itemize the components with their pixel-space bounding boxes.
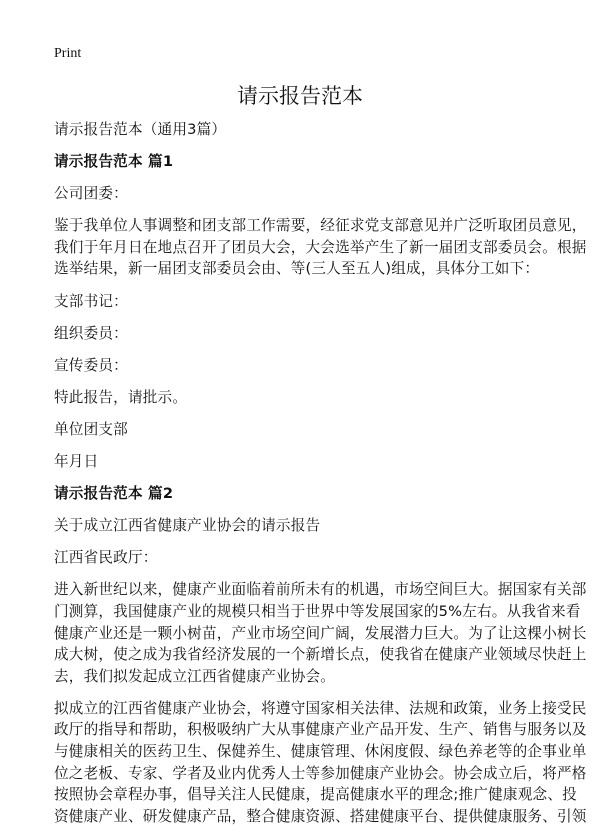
print-link[interactable]: Print	[54, 46, 82, 61]
page-title: 请示报告范本	[237, 84, 363, 108]
text-line: 成大树，使之成为我省经济发展的一个新增长点，使我省在健康产业领域尽快赶上	[54, 646, 587, 664]
text-line: 资健康产业、研发健康产品，整合健康资源、搭建健康平台、提供健康服务、引领	[54, 807, 587, 825]
role-line: 宣传委员：	[54, 356, 128, 374]
paragraph	[54, 215, 587, 280]
signature: 单位团支部	[54, 420, 128, 438]
text-line: 位之老板、专家、学者及业内优秀人士等参加健康产业协会。协会成立后，将严格	[54, 764, 587, 782]
text-line: 选举结果，新一届团支部委员会由、等(三人至五人)组成，具体分工如下：	[54, 260, 540, 278]
role-line: 组织委员：	[54, 324, 128, 342]
subtitle: 请示报告范本（通用3篇）	[54, 121, 227, 138]
section-heading: 请示报告范本 篇1	[54, 153, 174, 171]
section-heading: 请示报告范本 篇2	[54, 485, 174, 503]
text-line: 我们于年月日在地点召开了团员大会，大会选举产生了新一届团支部委员会。根据	[54, 238, 587, 256]
paragraph	[54, 698, 587, 828]
subject: 关于成立江西省健康产业协会的请示报告	[54, 517, 321, 535]
date: 年月日	[54, 453, 99, 471]
salutation: 江西省民政厅：	[54, 549, 158, 567]
text-line: 按照协会章程办事，倡导关注人民健康，提高健康水平的理念;推广健康观念、投	[54, 786, 577, 804]
text-line: 进入新世纪以来，健康产业面临着前所未有的机遇，市场空间巨大。据国家有关部	[54, 581, 587, 599]
text-line: 鉴于我单位人事调整和团支部工作需要，经征求党支部意见并广泛听取团员意见，	[54, 217, 587, 235]
text-line: 政厅的指导和帮助，积极吸纳广大从事健康产业产品开发、生产、销售与服务以及	[54, 721, 587, 739]
text-line: 去，我们拟发起成立江西省健康产业协会。	[54, 667, 336, 685]
salutation: 公司团委：	[54, 185, 128, 203]
text-line: 门测算，我国健康产业的规模只相当于世界中等发展国家的5%左右。从我省来看	[54, 603, 581, 620]
paragraph	[54, 579, 587, 687]
text-line: 拟成立的江西省健康产业协会，将遵守国家相关法律、法规和政策，业务上接受民	[54, 699, 587, 717]
text-line: 健康产业还是一颗小树苗，产业市场空间广阔，发展潜力巨大。为了让这棵小树长	[54, 624, 587, 642]
closing: 特此报告，请批示。	[54, 388, 188, 406]
document-body	[54, 119, 587, 838]
text-line: 与健康相关的医药卫生、保健养生、健康管理、休闲度假、绿色养老等的企事业单	[54, 743, 587, 761]
role-line: 支部书记：	[54, 292, 128, 310]
